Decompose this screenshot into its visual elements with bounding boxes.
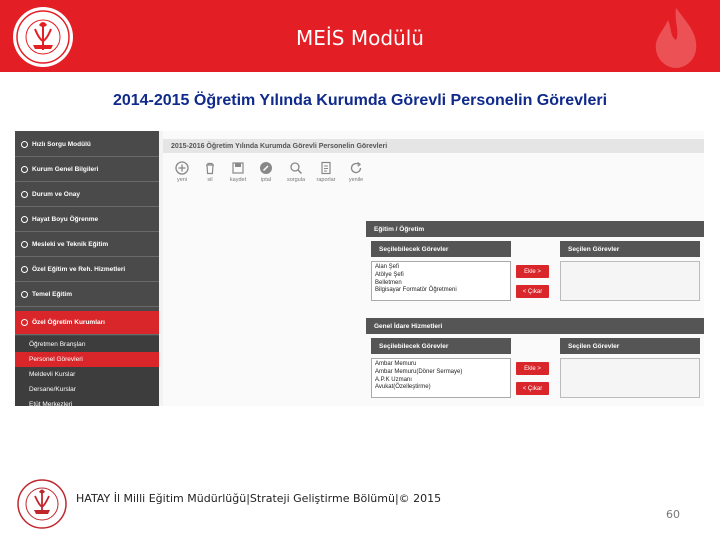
sidebar-item-label: Durum ve Onay [32, 191, 81, 198]
sidebar-item-label: Özel Öğretim Kurumları [32, 319, 105, 326]
circle-arrow-icon [21, 191, 28, 198]
list-item[interactable]: Avukat(Özelleştirme) [375, 384, 431, 391]
circle-arrow-icon [21, 141, 28, 148]
hatay-meb-logo-icon [16, 476, 68, 532]
sidebar-item-ozel-ogretim[interactable] [15, 311, 159, 335]
sidebar-item-durum-onay[interactable] [15, 183, 159, 207]
list-item[interactable]: Alan Şefi [375, 264, 400, 270]
plus-circle-icon [175, 161, 189, 175]
remove-button[interactable]: < Çıkar [516, 285, 549, 298]
sidebar-item-hizli-sorgu[interactable] [15, 133, 159, 157]
trash-icon [203, 161, 217, 175]
submenu-item-dersane-kurslar[interactable]: Dersane/Kurslar [29, 386, 76, 393]
submenu-item-personel-gorevleri[interactable]: Personel Görevleri [15, 352, 159, 367]
main-content [163, 131, 704, 406]
toolbar-label: sorgula [286, 177, 306, 183]
toolbar-cancel-button[interactable] [253, 161, 279, 183]
sidebar-item-kurum-genel[interactable] [15, 158, 159, 182]
toolbar-save-button[interactable] [225, 161, 251, 183]
circle-arrow-icon [21, 266, 28, 273]
circle-arrow-icon [21, 241, 28, 248]
toolbar-new-button[interactable] [169, 161, 195, 183]
circle-arrow-icon [21, 166, 28, 173]
panel-title: Genel İdare Hizmetleri [366, 318, 704, 334]
footer-text: HATAY İl Milli Eğitim Müdürlüğü|Strateji Geliştirme Bölümü|© 2015 [76, 492, 442, 505]
submenu-item-meldevli-kurslar[interactable]: Meldevli Kurslar [29, 371, 76, 378]
submenu-item-etut-merkezleri[interactable]: Etüt Merkezleri [29, 401, 73, 406]
toolbar-label: kaydet [229, 177, 247, 183]
meis-screenshot [15, 131, 704, 406]
search-icon [289, 161, 303, 175]
sidebar-item-temel-egitim[interactable] [15, 283, 159, 307]
sidebar-submenu [15, 336, 159, 406]
submenu-item-ogretmen-branslari[interactable]: Öğretmen Branşları [29, 341, 86, 348]
column-header-selected: Seçilen Görevler [560, 241, 700, 257]
sidebar-item-label: Mesleki ve Teknik Eğitim [32, 241, 109, 248]
toolbar-refresh-button[interactable] [343, 161, 369, 183]
sidebar-item-ozel-egitim[interactable] [15, 258, 159, 282]
page-title: MEİS Modülü [296, 26, 424, 50]
list-item[interactable]: Ambar Memuru [375, 361, 417, 367]
selectable-tasks-list[interactable] [371, 358, 511, 398]
circle-arrow-icon [21, 216, 28, 223]
list-item[interactable]: Atölye Şefi [375, 271, 404, 278]
list-item[interactable]: Belletmen [375, 279, 402, 286]
column-header-selectable: Seçilebilecek Görevler [371, 241, 511, 257]
list-item[interactable]: Bilgisayar Formatör Öğretmeni [375, 287, 457, 294]
panel-egitim-ogretim [366, 221, 704, 309]
circle-arrow-icon [21, 291, 28, 298]
selected-tasks-list[interactable] [560, 261, 700, 301]
toolbar-search-button[interactable] [283, 161, 309, 183]
list-item[interactable]: Ambar Memuru(Döner Sermaye) [375, 368, 463, 375]
toolbar-label: yenile [348, 177, 364, 183]
add-button[interactable]: Ekle > [516, 362, 549, 375]
toolbar-delete-button[interactable] [197, 161, 223, 183]
column-header-selectable: Seçilebilecek Görevler [371, 338, 511, 354]
add-button[interactable]: Ekle > [516, 265, 549, 278]
sidebar-item-mesleki-teknik[interactable] [15, 233, 159, 257]
header-bar [0, 0, 720, 72]
toolbar-label: iptal [260, 177, 272, 183]
column-header-selected: Seçilen Görevler [560, 338, 700, 354]
sidebar-item-label: Hayat Boyu Öğrenme [32, 216, 99, 223]
selected-tasks-list[interactable] [560, 358, 700, 398]
selectable-tasks-list[interactable] [371, 261, 511, 301]
panel-genel-idare [366, 318, 704, 406]
edit-icon [259, 161, 273, 175]
sidebar [15, 131, 159, 406]
save-icon [231, 161, 245, 175]
sidebar-item-label: Hızlı Sorgu Modülü [32, 141, 91, 148]
remove-button[interactable]: < Çıkar [516, 382, 549, 395]
toolbar-label: sil [207, 177, 213, 183]
list-item[interactable]: A.P.K Uzmanı [375, 376, 412, 383]
toolbar-label: raporlar [316, 177, 336, 183]
circle-arrow-icon [21, 319, 28, 326]
refresh-icon [349, 161, 363, 175]
flame-icon [646, 6, 706, 70]
report-icon [319, 161, 333, 175]
toolbar-reports-button[interactable] [313, 161, 339, 183]
sidebar-item-hayat-boyu[interactable] [15, 208, 159, 232]
sidebar-item-label: Özel Eğitim ve Reh. Hizmetleri [32, 266, 126, 273]
panel-title: Eğitim / Öğretim [366, 221, 704, 237]
page-number: 60 [666, 508, 680, 521]
form-title: 2015-2016 Öğretim Yılında Kurumda Görevli Personelin Görevleri [163, 139, 704, 153]
sidebar-item-label: Kurum Genel Bilgileri [32, 166, 99, 173]
toolbar-label: yeni [176, 177, 188, 183]
sidebar-item-label: Temel Eğitim [32, 291, 72, 298]
slide-subtitle: 2014-2015 Öğretim Yılında Kurumda Görevli Personelin Görevleri [112, 92, 608, 109]
